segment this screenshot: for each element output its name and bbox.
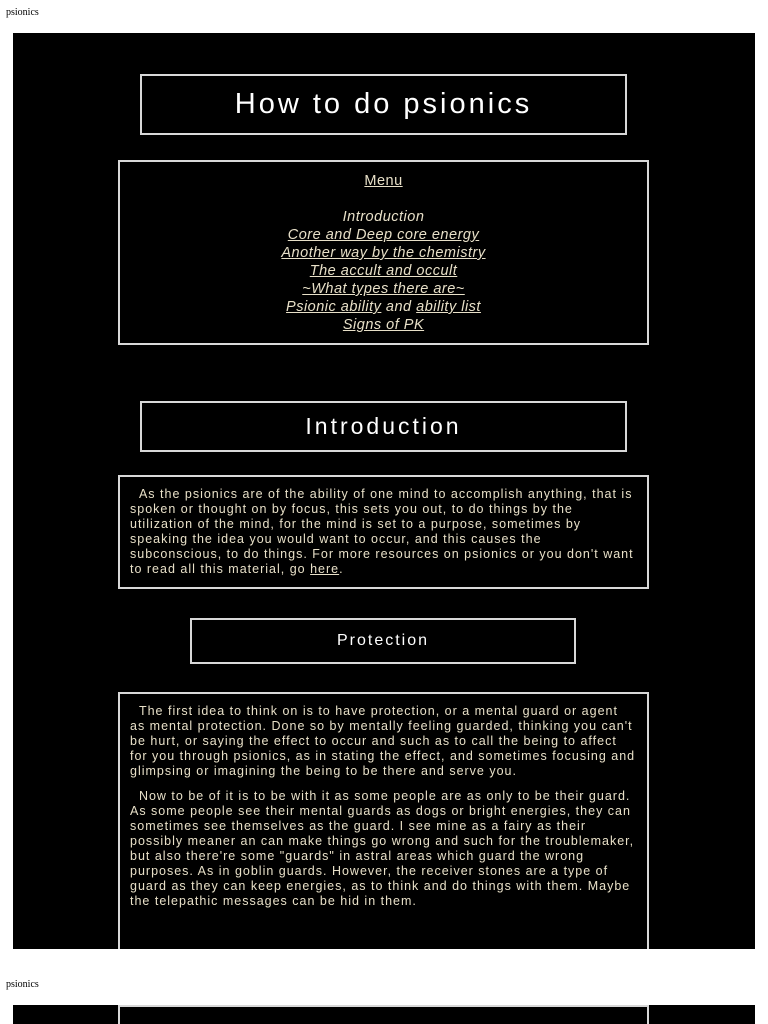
continued-box: [118, 1005, 649, 1024]
menu-item-core[interactable]: Core and Deep core energy: [287, 227, 480, 243]
menu-item-chemistry[interactable]: Another way by the chemistry: [281, 245, 486, 261]
content-panel: [13, 33, 755, 949]
introduction-tail: .: [339, 562, 344, 576]
protection-paragraph-2: Now to be of it is to be with it as some people are as only to be their guard. As some people see their mental guards as dogs or bright energies, they can sometimes see themselves as the guard. I see mine as a fairy as their possibly meaner an can make things go wrong and such for the troublemaker, but also there're some "guards" in astral areas which guard the wrong purposes. As in goblin guards. However, the receiver stones are a type of guard as they can keep energies, as to think and do things with them. Maybe the telepathic messages can be hid in them.: [130, 789, 635, 908]
page-title: How to do psionics: [234, 88, 533, 120]
protection-heading: Protection: [336, 632, 430, 649]
menu-item-signs-pk[interactable]: Signs of PK: [342, 317, 425, 333]
menu-item-psionic-ability[interactable]: Psionic ability: [286, 299, 382, 315]
introduction-here-link[interactable]: here: [310, 562, 340, 576]
page-title-box: [140, 74, 627, 135]
menu-item-introduction: Introduction: [342, 209, 425, 225]
page-header: psionics: [6, 7, 39, 18]
protection-box: [118, 692, 649, 949]
menu-item-types[interactable]: ~What types there are~: [302, 281, 465, 297]
introduction-heading-box: [140, 401, 627, 452]
menu-item-ability-list[interactable]: ability list: [416, 299, 481, 315]
menu-heading-link[interactable]: Menu: [364, 173, 403, 189]
protection-paragraph-1: The first idea to think on is to have protection, or a mental guard or agent as mental protection. Done so by mentally feeling guarded, thinking you can't be hurt, or saying the effect to occur and such as to call the being to affect for you through psionics, as in stating the effect, and sometimes focusing and glimpsing or imagining the being to be there and serve you.: [130, 704, 636, 778]
menu-and-text: and: [385, 299, 412, 315]
introduction-box: [118, 475, 649, 589]
introduction-text: As the psionics are of the ability of one mind to accomplish anything, that is spoken or thought on by focus, this sets you out, to do things by the utilization of the mind, for the mind is set to a purpose, sometimes by speaking the idea you would want to occur, and this causes the subconscious, to do things. For more resources on psionics or you don't want to read all this material, go: [130, 487, 634, 576]
content-panel-2: [13, 1005, 755, 1024]
protection-heading-box: [190, 618, 576, 664]
page-header-2: psionics: [6, 979, 39, 990]
menu-box: [118, 160, 649, 345]
introduction-heading: Introduction: [305, 413, 462, 439]
menu-item-accult[interactable]: The accult and occult: [309, 263, 458, 279]
